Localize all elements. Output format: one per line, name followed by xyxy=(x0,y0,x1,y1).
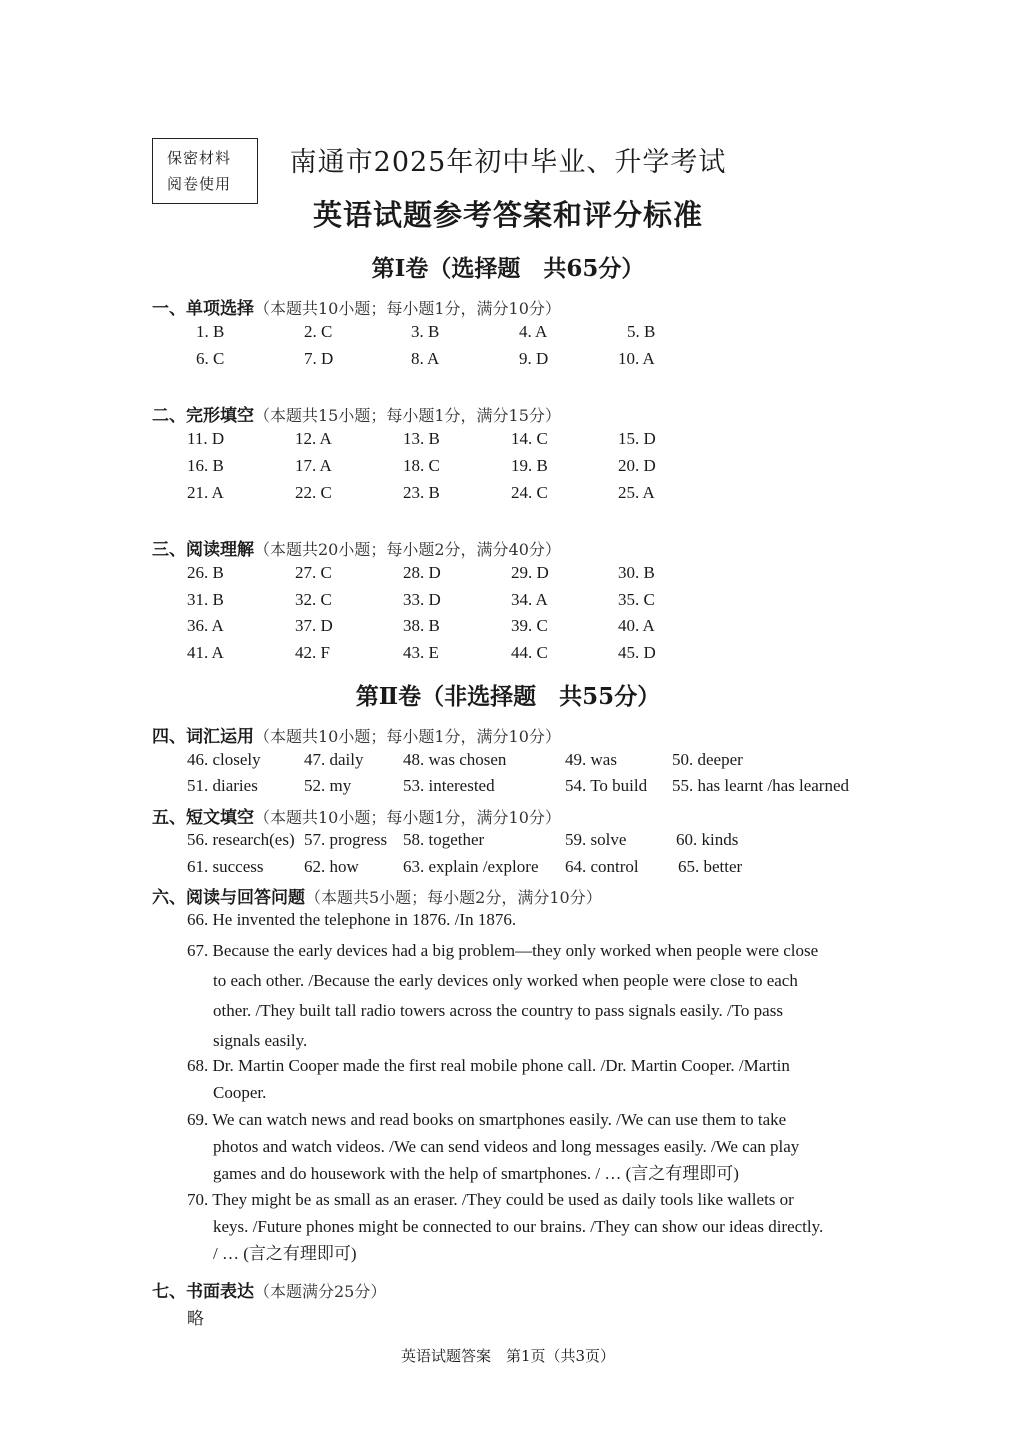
volume-2-heading: 第Ⅱ卷（非选择题 共55分） xyxy=(355,683,661,710)
answer-line: keys. /Future phones might be connected to our brains. /They can show our ideas directly. xyxy=(213,1217,824,1236)
answer: 31. B xyxy=(187,590,224,609)
section-title: 三、阅读理解 xyxy=(152,540,254,560)
answer: 50. deeper xyxy=(672,750,743,769)
answer: 46. closely xyxy=(187,750,261,769)
section-note: （本题共10小题；每小题1分，满分10分） xyxy=(254,808,561,827)
answer: 52. my xyxy=(304,776,352,795)
answer: 11. D xyxy=(187,429,225,448)
section-title: 七、书面表达 xyxy=(152,1282,254,1302)
document-title: 英语试题参考答案和评分标准 xyxy=(312,198,703,232)
answer-row xyxy=(0,483,1016,507)
answer: 19. B xyxy=(511,456,548,475)
page-footer: 英语试题答案 第1页（共3页） xyxy=(400,1347,616,1365)
answer: 12. A xyxy=(295,429,332,448)
answer: 42. F xyxy=(295,643,330,662)
section-5-header xyxy=(152,803,561,828)
answer-row xyxy=(0,750,1016,774)
answer: 41. A xyxy=(187,643,224,662)
answer: 28. D xyxy=(403,563,441,582)
answer-row xyxy=(0,776,1016,800)
exam-title xyxy=(0,140,1016,179)
answer-row xyxy=(0,643,1016,667)
answer-line: 69. We can watch news and read books on smartphones easily. /We can use them to take xyxy=(187,1110,787,1129)
answer-row xyxy=(0,456,1016,480)
answer: 7. D xyxy=(304,349,334,368)
section-title: 五、短文填空 xyxy=(152,808,254,828)
answer: 5. B xyxy=(627,322,656,341)
section-title: 六、阅读与回答问题 xyxy=(152,888,305,908)
stamp-line-1: 保密材料 xyxy=(167,149,232,167)
answer-row xyxy=(0,590,1016,614)
answer: 33. D xyxy=(403,590,441,609)
answer: 14. C xyxy=(511,429,548,448)
answer-70 xyxy=(187,1186,863,1267)
answer: 9. D xyxy=(519,349,549,368)
answer: 51. diaries xyxy=(187,776,258,795)
answer: 1. B xyxy=(196,322,225,341)
answer: 6. C xyxy=(196,349,225,368)
volume-1-heading: 第Ⅰ卷（选择题 共65分） xyxy=(371,255,645,282)
answer-69 xyxy=(187,1106,863,1187)
answer-line: 68. Dr. Martin Cooper made the first real mobile phone call. /Dr. Martin Cooper. /Martin xyxy=(187,1056,790,1075)
answer-line: / … (言之有理即可) xyxy=(213,1244,357,1263)
answer: 21. A xyxy=(187,483,224,502)
answer-line: Cooper. xyxy=(213,1083,267,1102)
answer-line: signals easily. xyxy=(213,1031,308,1050)
answer-line: photos and watch videos. /We can send videos and long messages easily. /We can play xyxy=(213,1137,800,1156)
answer-row xyxy=(0,429,1016,453)
answer: 36. A xyxy=(187,616,224,635)
answer: 44. C xyxy=(511,643,548,662)
section-note: （本题满分25分） xyxy=(254,1282,387,1301)
section-note: （本题共20小题；每小题2分，满分40分） xyxy=(254,540,561,559)
stamp-line-2: 阅卷使用 xyxy=(167,175,232,193)
answer: 38. B xyxy=(403,616,440,635)
answer: 26. B xyxy=(187,563,224,582)
answer: 22. C xyxy=(295,483,332,502)
section-note: （本题共15小题；每小题1分，满分15分） xyxy=(254,406,561,425)
answer: 32. C xyxy=(295,590,332,609)
answer-67 xyxy=(187,936,863,1056)
answer: 43. E xyxy=(403,643,439,662)
section-note: （本题共10小题；每小题1分，满分10分） xyxy=(254,727,561,746)
answer: 16. B xyxy=(187,456,224,475)
answer: 53. interested xyxy=(403,776,495,795)
section-4-header xyxy=(152,722,561,747)
answer-row xyxy=(0,349,1016,373)
answer: 47. daily xyxy=(304,750,364,769)
answer: 24. C xyxy=(511,483,548,502)
answer: 35. C xyxy=(618,590,655,609)
answer: 10. A xyxy=(618,349,655,368)
answer: 64. control xyxy=(565,857,639,876)
answer: 34. A xyxy=(511,590,548,609)
answer: 57. progress xyxy=(304,830,388,849)
answer: 39. C xyxy=(511,616,548,635)
answer-line: 67. Because the early devices had a big problem—they only worked when people were close xyxy=(187,941,819,960)
answer: 8. A xyxy=(411,349,440,368)
answer-66 xyxy=(0,910,1016,934)
section-title: 二、完形填空 xyxy=(152,406,254,426)
section-7-header xyxy=(152,1277,386,1302)
answer: 13. B xyxy=(403,429,440,448)
answer: 2. C xyxy=(304,322,333,341)
answer: 23. B xyxy=(403,483,440,502)
answer: 40. A xyxy=(618,616,655,635)
essay-answer: 略 xyxy=(187,1309,204,1329)
section-1-header xyxy=(152,294,561,319)
answer: 15. D xyxy=(618,429,656,448)
answer: 3. B xyxy=(411,322,440,341)
answer-row xyxy=(0,563,1016,587)
answer: 55. has learnt /has learned xyxy=(672,776,850,795)
answer-row xyxy=(0,830,1016,854)
answer: 18. C xyxy=(403,456,440,475)
answer: 49. was xyxy=(565,750,617,769)
answer: 54. To build xyxy=(565,776,648,795)
answer-row xyxy=(0,616,1016,640)
answer: 37. D xyxy=(295,616,333,635)
answer: 60. kinds xyxy=(676,830,739,849)
answer: 27. C xyxy=(295,563,332,582)
answer: 59. solve xyxy=(565,830,627,849)
section-6-header xyxy=(152,883,602,908)
section-2-header xyxy=(152,401,561,426)
answer-line: to each other. /Because the early devices only worked when people were close to each xyxy=(213,971,798,990)
answer-row xyxy=(0,322,1016,346)
answer-line: games and do housework with the help of smartphones. / … (言之有理即可) xyxy=(213,1164,739,1183)
section-3-header xyxy=(152,535,561,560)
answer: 58. together xyxy=(403,830,485,849)
answer: 63. explain /explore xyxy=(403,857,539,876)
answer-68 xyxy=(187,1052,863,1106)
answer: 62. how xyxy=(304,857,359,876)
answer: 56. research(es) xyxy=(187,830,295,849)
answer: 30. B xyxy=(618,563,655,582)
answer: 25. A xyxy=(618,483,655,502)
section-note: （本题共5小题；每小题2分，满分10分） xyxy=(305,888,602,907)
section-title: 四、词汇运用 xyxy=(152,727,254,747)
exam-title-text: 南通市2025年初中毕业、升学考试 xyxy=(289,147,727,178)
answer-text: 66. He invented the telephone in 1876. /In 1876. xyxy=(187,910,517,929)
answer-line: other. /They built tall radio towers across the country to pass signals easily. /To pass xyxy=(213,1001,783,1020)
answer: 17. A xyxy=(295,456,332,475)
section-title: 一、单项选择 xyxy=(152,299,254,319)
answer: 20. D xyxy=(618,456,656,475)
answer: 29. D xyxy=(511,563,549,582)
answer: 45. D xyxy=(618,643,656,662)
answer-line: 70. They might be as small as an eraser. /They could be used as daily tools like wallets or xyxy=(187,1190,794,1209)
answer: 4. A xyxy=(519,322,548,341)
answer-row xyxy=(0,857,1016,881)
answer: 65. better xyxy=(678,857,743,876)
section-note: （本题共10小题；每小题1分，满分10分） xyxy=(254,299,561,318)
answer: 61. success xyxy=(187,857,264,876)
answer: 48. was chosen xyxy=(403,750,507,769)
